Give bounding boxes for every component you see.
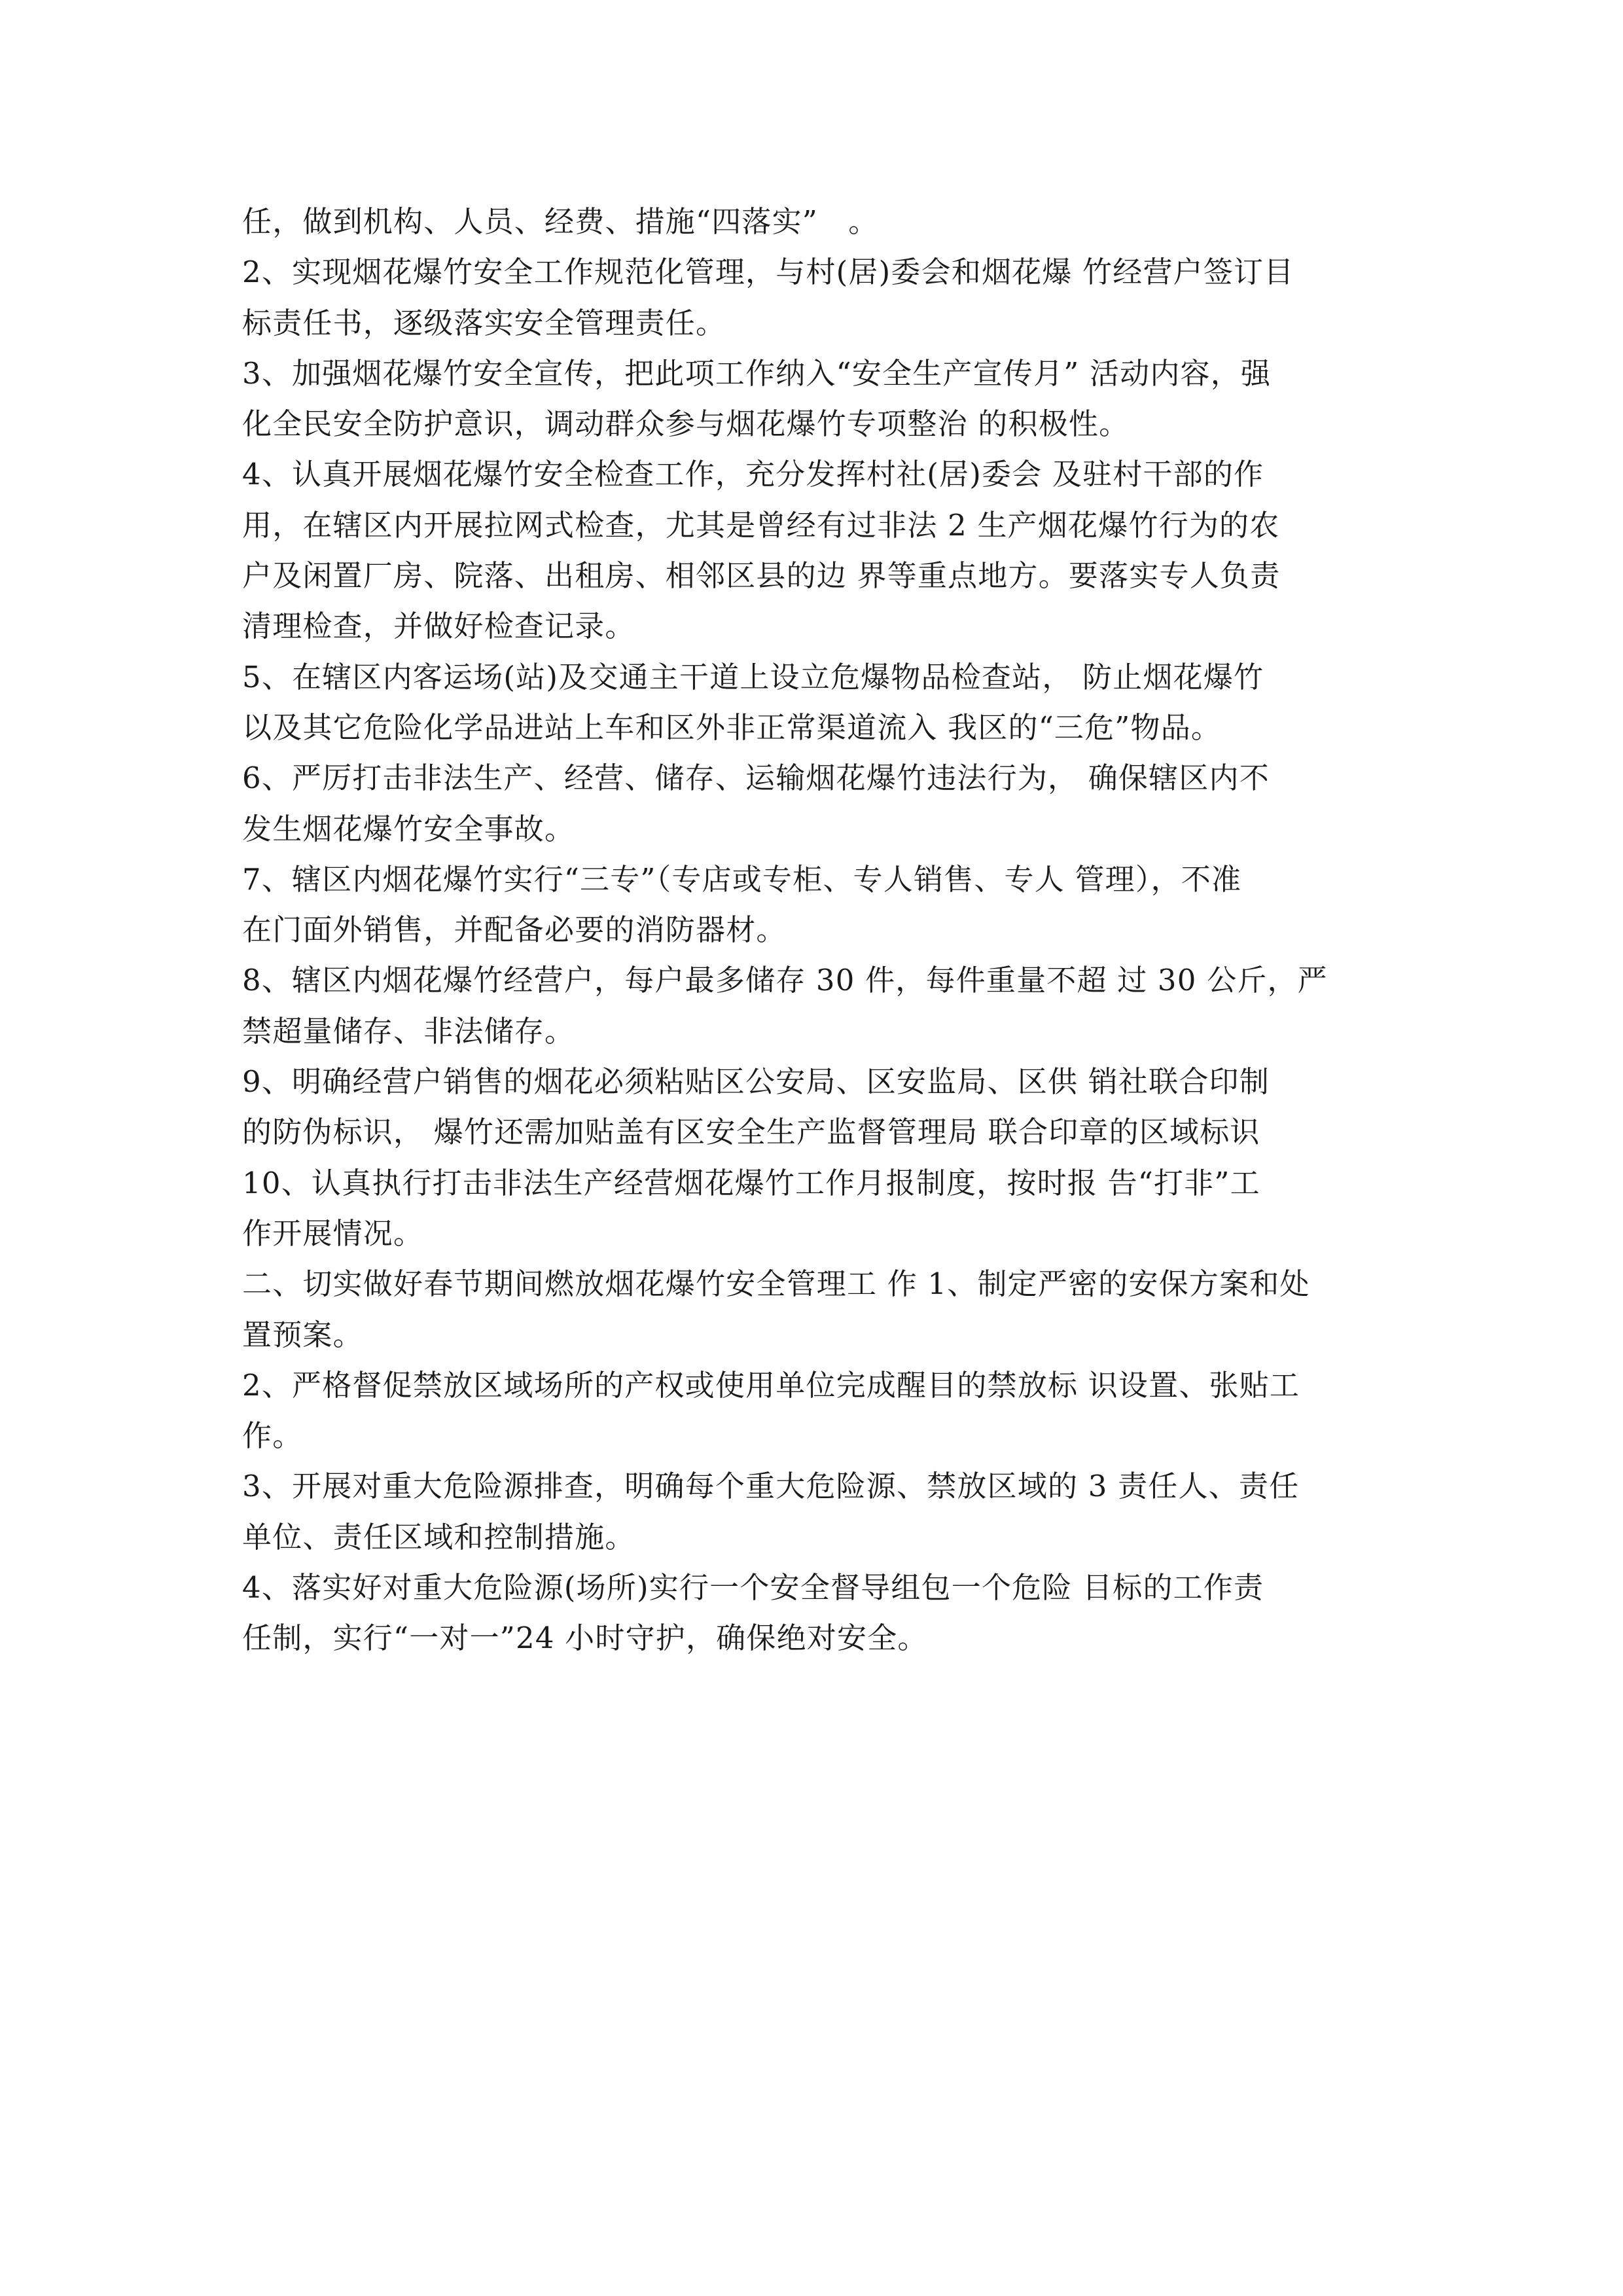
text-line: 任制，实行“一对一”24 小时守护，确保绝对安全。 <box>242 1621 928 1656</box>
text-line: 置预案。 <box>242 1317 363 1352</box>
text-line: 3、加强烟花爆竹安全宣传，把此项工作纳入“安全生产宣传月” 活动内容，强 <box>242 355 1272 391</box>
text-line: 用，在辖区内开展拉网式检查，尤其是曾经有过非法 2 生产烟花爆竹行为的农 <box>242 507 1280 543</box>
text-line: 2、严格督促禁放区域场所的产权或使用单位完成醒目的禁放标 识设置、张贴工 <box>242 1367 1300 1403</box>
text-line: 4、落实好对重大危险源(场所)实行一个安全督导组包一个危险 目标的工作责 <box>242 1570 1264 1605</box>
text-line: 的防伪标识， 爆竹还需加贴盖有区安全生产监督管理局 联合印章的区域标识 <box>242 1115 1260 1150</box>
text-line: 3、开展对重大危险源排查，明确每个重大危险源、禁放区域的 3 责任人、责任 <box>242 1469 1300 1504</box>
text-line: 发生烟花爆竹安全事故。 <box>242 811 575 846</box>
text-line: 在门面外销售，并配备必要的消防器材。 <box>242 912 787 948</box>
text-line: 禁超量储存、非法储存。 <box>242 1013 575 1049</box>
text-line: 标责任书，逐级落实安全管理责任。 <box>242 305 726 340</box>
text-line: 任，做到机构、人员、经费、措施“四落实” 。 <box>242 204 879 239</box>
text-line: 9、明确经营户销售的烟花必须粘贴区公安局、区安监局、区供 销社联合印制 <box>242 1064 1270 1100</box>
document-body <box>242 196 1394 1664</box>
text-line: 户及闲置厂房、院落、出租房、相邻区县的边 界等重点地方。要落实专人负责 <box>242 558 1281 594</box>
text-line: 10、认真执行打击非法生产经营烟花爆竹工作月报制度，按时报 告“打非”工 <box>242 1165 1260 1200</box>
text-line: 单位、责任区域和控制措施。 <box>242 1519 635 1554</box>
text-line: 二、切实做好春节期间燃放烟花爆竹安全管理工 作 1、制定严密的安保方案和处 <box>242 1266 1310 1302</box>
text-line: 作开展情况。 <box>242 1215 424 1251</box>
text-line: 8、辖区内烟花爆竹经营户，每户最多储存 30 件，每件重量不超 过 30 公斤，严 <box>242 963 1328 998</box>
text-line: 化全民安全防护意识，调动群众参与烟花爆竹专项整治 的积极性。 <box>242 406 1130 442</box>
text-line: 5、在辖区内客运场(站)及交通主干道上设立危爆物品检查站， 防止烟花爆竹 <box>242 659 1264 694</box>
text-line: 2、实现烟花爆竹安全工作规范化管理，与村(居)委会和烟花爆 竹经营户签订目 <box>242 255 1294 290</box>
text-line: 清理检查，并做好检查记录。 <box>242 609 635 644</box>
text-line: 以及其它危险化学品进站上车和区外非正常渠道流入 我区的“三危”物品。 <box>242 709 1222 745</box>
text-line: 作。 <box>242 1418 303 1454</box>
text-line: 4、认真开展烟花爆竹安全检查工作，充分发挥村社(居)委会 及驻村干部的作 <box>242 457 1264 492</box>
text-line: 6、严厉打击非法生产、经营、储存、运输烟花爆竹违法行为， 确保辖区内不 <box>242 761 1270 796</box>
text-line: 7、辖区内烟花爆竹实行“三专”（专店或专柜、专人销售、专人 管理），不准 <box>242 861 1242 897</box>
